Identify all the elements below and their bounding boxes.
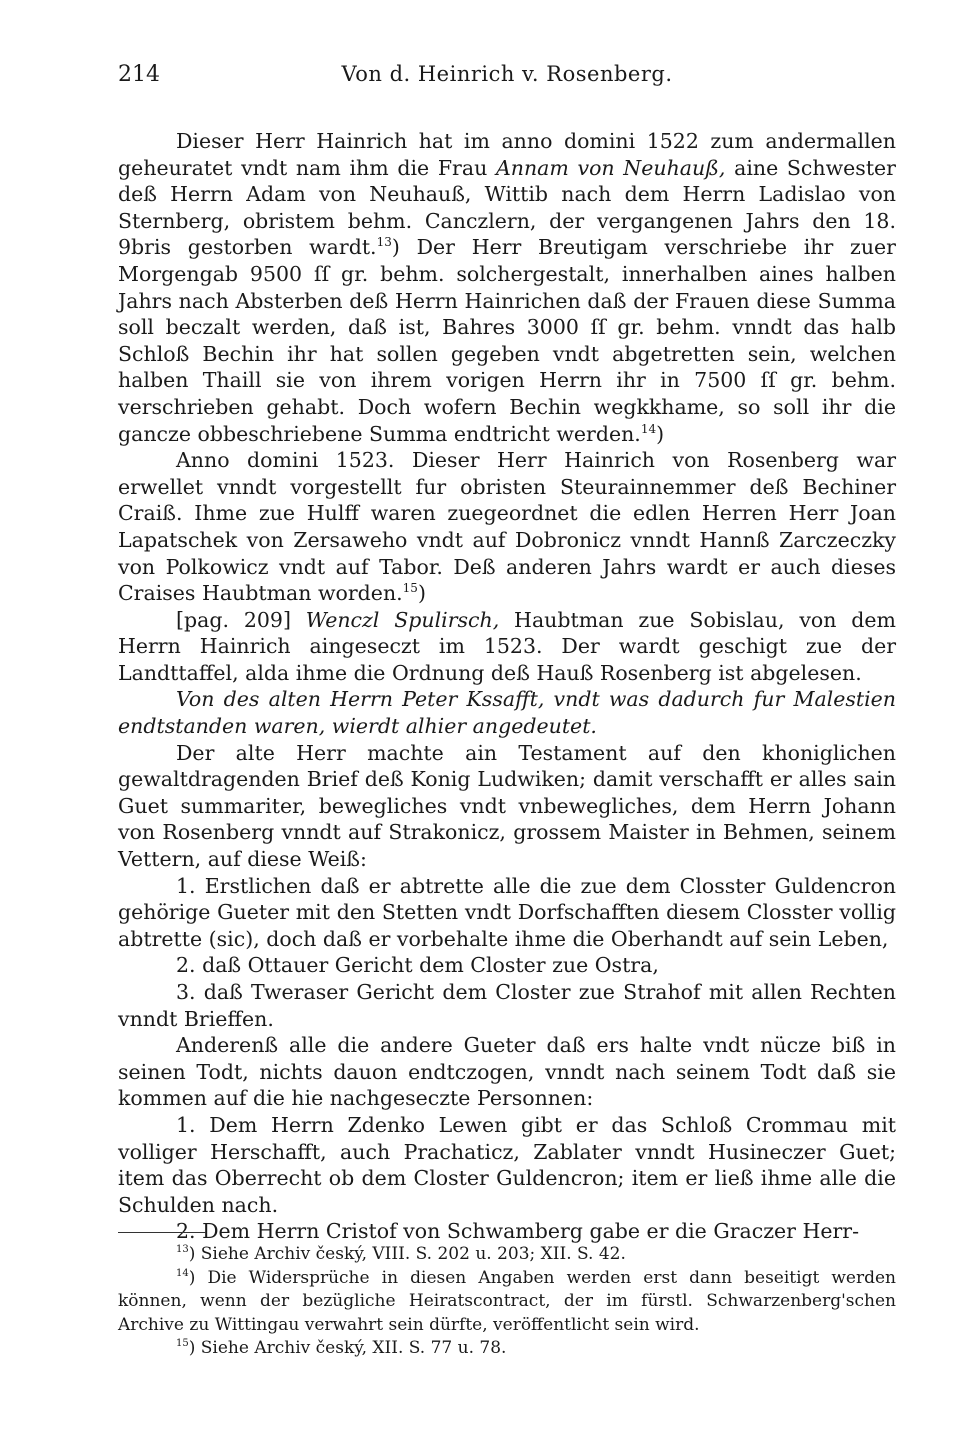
list-item	[118, 1112, 896, 1218]
text-run: )	[656, 421, 665, 446]
paragraph	[118, 1032, 896, 1112]
list-item	[118, 873, 896, 953]
text-run: Der alte Herr machte ain Testament auf den khoniglichen gewaltdragenden Brief deß Konig Ludwiken; damit verschafft er alles sain Guet summariter, bewegliches vndt vnbewegliches, dem Herrn Johann von Rosenberg vnndt auf Strakonicz, grossem Maister in Behmen, seinem Vettern, auf diese Weiß:	[118, 740, 896, 872]
text-run: ) Die Widersprüche in diesen Angaben werden erst dann beseitigt werden können, wenn der bezügliche Heiratscontract, der im fürstl. Schwarzenberg'schen Archive zu Wittingau verwahrt sein dürfte, veröffentlicht sein wird.	[118, 1267, 896, 1335]
text-run: aine Schwester deß Herrn Adam von Neuhauß, Wittib nach dem Herrn Ladislao von Sternberg, obristem behm. Canczlern, der vergangenen Jahrs den 18. 9bris gestorben wardt.	[118, 155, 896, 260]
footnote-marker: 15	[402, 581, 418, 596]
paragraph	[118, 607, 896, 687]
text-run: [pag. 209]	[176, 607, 306, 632]
text-run: ) Der Herr Breutigam verschriebe ihr zuer Morgengab 9500 ſſ gr. behm. solchergestalt, innerhalben aines halben Jahrs nach Absterben deß Herrn Hainrichen daß der Frauen diese Summa soll beczalt werden, daß ist, Bahres 3000 ſſ gr. behm. vnndt das halb Schloß Bechin ihr hat sollen gegeben vndt abgetretten sein, welchen halben Thaill sie von ihrem vorigen Herrn ihr in 7500 ſſ gr. behm. verschrieben gehabt. Doch wofern Bechin wegkkhame, so soll ihr die gancze obbeschriebene Summa endtricht werden.	[118, 235, 896, 446]
italic-text: Annam von Neuhauß,	[495, 155, 726, 180]
paragraph	[118, 447, 896, 607]
text-run: 1. Dem Herrn Zdenko Lewen gibt er das Schloß Crommau mit volliger Herschafft, auch Prachaticz, Zablater vnndt Husineczer Guet; item das Oberrecht ob dem Closter Guldencron; item er ließ ihme alle die Schulden nach.	[118, 1112, 896, 1217]
text-run: 3. daß Tweraser Gericht dem Closter zue Strahof mit allen Rechten vnndt Brieffen.	[118, 980, 896, 1031]
text-run: Dieser Herr Hainrich hat im anno domini 1522 zum andermallen geheuratet vndt nam ihm die Frau	[118, 129, 896, 180]
footnote-marker: 13	[376, 235, 392, 250]
list-item	[118, 979, 896, 1032]
footnote-marker: 14	[640, 421, 657, 436]
list-item	[118, 952, 896, 979]
footnote-separator	[118, 1232, 206, 1233]
page-header	[118, 62, 896, 92]
footnote	[118, 1267, 896, 1338]
text-run: 2. daß Ottauer Gericht dem Closter zue Ostra,	[176, 953, 659, 978]
footnotes	[118, 1243, 896, 1361]
italic-text: Von des alten Herrn Peter Kssafft, vndt was dadurch fur Malestien endtstanden waren, wierdt alhier angedeutet.	[118, 687, 896, 739]
text-run: Anderenß alle die andere Gueter daß ers halte vndt nücze biß in seinen Todt, nichts dauon endtczogen, vnndt nach seinem Todt daß sie kommen auf die hie nachgeseczte Personnen:	[118, 1033, 896, 1111]
footnote-marker: 14	[176, 1267, 189, 1279]
text-run: ) Siehe Archiv český, VIII. S. 202 u. 203; XII. S. 42.	[188, 1244, 626, 1264]
running-title: Von d. Heinrich v. Rosenberg.	[341, 62, 673, 86]
text-run: ) Siehe Archiv český, XII. S. 77 u. 78.	[188, 1338, 507, 1358]
text-run: Anno domini 1523. Dieser Herr Hainrich von Rosenberg war erwellet vnndt vorgestellt fur obristen Steurainnemmer deß Bechiner Craiß. Ihme zue Hulff waren zuegeordnet die edlen Herren Herr Joan Lapatschek von Zersaweho vndt auf Dobronicz vnndt Hannß Zarczeczky von Polkowicz vndt auf Tabor. Deß anderen Jahrs wardt er auch dieses Craises Haubtman worden.	[118, 448, 896, 606]
footnote-marker: 13	[176, 1244, 189, 1255]
italic-text: Wenczl Spulirsch,	[305, 607, 500, 632]
main-text	[118, 128, 896, 1245]
paragraph	[118, 128, 896, 447]
footnote-marker: 15	[176, 1338, 189, 1349]
footnote	[118, 1243, 896, 1267]
section-heading	[118, 686, 896, 739]
text-run: 1. Erstlichen daß er abtrette alle die zue dem Closster Guldencron gehörige Gueter mit den Stetten vndt Dorfschafften diesem Closster vollig abtrette (sic), doch daß er vorbehalte ihme die Oberhandt auf sein Leben,	[118, 873, 896, 951]
list-item	[118, 1218, 896, 1245]
paragraph	[118, 740, 896, 873]
text-run: )	[417, 581, 426, 606]
text-run: Haubtman zue Sobislau, von dem Herrn Hainrich aingeseczt im 1523. Der wardt geschigt zue der Landttaffel, alda ihme die Ordnung deß Hauß Rosenberg ist abgelesen.	[118, 607, 896, 685]
page-number: 214	[118, 62, 160, 87]
footnote	[118, 1337, 896, 1361]
text-run: 2. Dem Herrn Cristof von Schwamberg gabe er die Graczer Herr-	[176, 1219, 859, 1244]
